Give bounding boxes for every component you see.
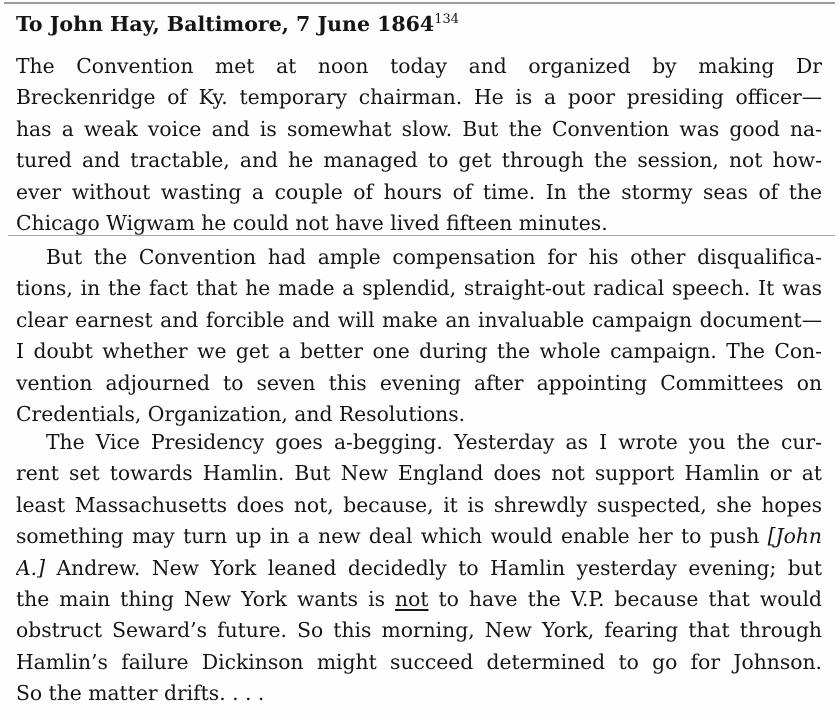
letter-title: To John Hay, Baltimore, 7 June 1864 [16, 12, 435, 36]
paragraph-2-line: But the Convention had ample compensation for his other disqualifica- [46, 245, 822, 269]
paragraph-1-line: Breckenridge of Ky. temporary chairman. He is a poor presiding officer— [16, 85, 822, 110]
paragraph-1-line: The Convention met at noon today and organized by making Dr [16, 54, 822, 78]
paragraph-1 [16, 51, 822, 239]
paragraph-1-line: has a weak voice and is somewhat slow. But the Convention was good na- [16, 116, 822, 141]
text-run: Andrew. New York leaned decidedly to Hamlin yesterday evening; but [45, 555, 822, 580]
paragraph-2 [16, 242, 822, 430]
paragraph-2-line: I doubt whether we get a better one during the whole campaign. The Con- [16, 339, 822, 364]
paragraph-3-line: So the matter drifts. . . . [16, 681, 265, 706]
paragraph-1-line: tured and tractable, and he managed to get through the session, not how- [16, 148, 822, 173]
paragraph-3-line [16, 521, 822, 552]
paragraph-3-line: rent set towards Hamlin. But New England does not support Hamlin or at [16, 461, 822, 486]
paragraph-3-line: The Vice Presidency goes a-begging. Yesterday as I wrote you the cur- [46, 430, 822, 454]
text-run: something may turn up in a new deal which would enable her to push [16, 524, 768, 549]
footnote-marker: 134 [434, 12, 460, 27]
paragraph-2-line: Credentials, Organization, and Resolutions. [16, 402, 466, 427]
paragraph-1-line: ever without wasting a couple of hours of time. In the stormy seas of the [16, 179, 822, 204]
paragraph-2-line: tions, in the fact that he made a splendid, straight-out radical speech. It was [16, 276, 822, 301]
editorial-insertion: [John [767, 524, 822, 549]
underlined-word: not [395, 587, 429, 612]
text-run: to have the V.P. because that would [428, 587, 822, 612]
paragraph-3-line: Hamlin’s failure Dickinson might succeed determined to go for Johnson. [16, 649, 822, 674]
paragraph-1-line: Chicago Wigwam he could not have lived fifteen minutes. [16, 211, 608, 236]
paragraph-3-line: least Massachusetts does not, because, it is shrewdly suspected, she hopes [16, 492, 822, 517]
editorial-insertion: A.] [16, 555, 46, 580]
paragraph-3 [16, 427, 822, 710]
paragraph-2-line: vention adjourned to seven this evening after appointing Committees on [16, 370, 822, 395]
paragraph-3-line: obstruct Seward’s future. So this morning, New York, fearing that through [16, 618, 822, 643]
paragraph-3-line [16, 553, 822, 584]
paragraph-3-line [16, 584, 822, 615]
top-rule [4, 2, 835, 4]
text-run: the main thing New York wants is [16, 587, 396, 612]
section-divider [8, 235, 835, 236]
paragraph-2-line: clear earnest and forcible and will make an invaluable campaign document— [16, 307, 822, 332]
letter-heading [16, 9, 459, 39]
